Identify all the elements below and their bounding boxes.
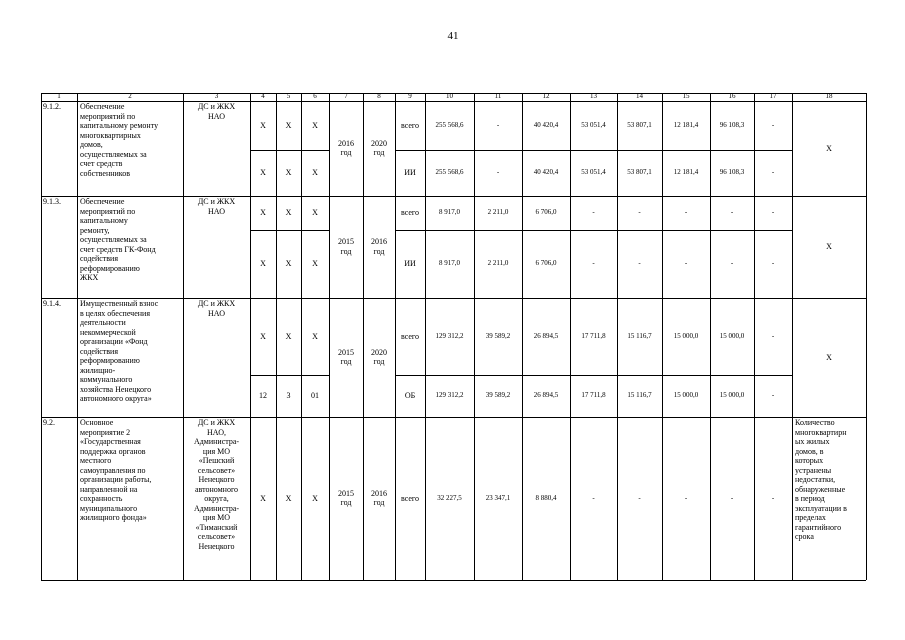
col-border <box>41 196 42 298</box>
header-cell-16: 16 <box>728 92 736 101</box>
row-number: 9.2. <box>43 418 55 428</box>
amount-2021: - <box>771 331 775 340</box>
amount-2018: 15 116,7 <box>627 331 652 340</box>
amount-2019: 12 181,4 <box>673 120 699 129</box>
amount-2016: 8 880,4 <box>535 493 557 502</box>
measure-name-line: ЖКХ <box>80 273 99 282</box>
header-cell-15: 15 <box>682 92 690 101</box>
executor-line: ДС и ЖКХ <box>197 299 236 308</box>
end-year <box>364 348 394 367</box>
end-year-line: 2016 <box>371 237 387 246</box>
end-year-line: год <box>373 148 385 157</box>
executor-line: ция МО <box>202 446 231 456</box>
start-year-line: 2015 <box>338 347 354 357</box>
measure-name-line: Обеспечение <box>80 102 125 111</box>
amount-2019: - <box>684 493 688 502</box>
measure-name <box>80 299 181 404</box>
col-border <box>41 298 42 417</box>
result-indicator-line: многоквартирн <box>795 427 847 437</box>
header-cell-9: 9 <box>408 92 412 101</box>
executor <box>185 197 248 216</box>
start-year-line: год <box>340 148 352 157</box>
amount-total: 129 312,2 <box>435 391 464 400</box>
measure-name-line: поддержка органов <box>80 446 146 456</box>
budget-code-subsection: Х <box>312 331 318 341</box>
measure-name-line: организации «Фонд <box>80 337 148 346</box>
measure-name-line: организации работы, <box>80 475 152 484</box>
measure-name-line: ремонту, <box>80 225 110 235</box>
measure-name-line: местного <box>80 456 112 465</box>
measure-name-line: сохранность <box>80 494 123 503</box>
amount-2020: 15 000,0 <box>719 391 745 400</box>
amount-2016: 6 706,0 <box>535 259 557 268</box>
amount-2017: 17 711,8 <box>581 331 606 340</box>
result-indicator-line: пределах <box>795 513 826 522</box>
result-indicator-line: ых жилых <box>795 437 830 446</box>
amount-2021: - <box>771 493 775 502</box>
budget-code-section: Х <box>285 493 292 503</box>
header-cell-4: 4 <box>261 92 265 101</box>
executor <box>185 418 248 551</box>
col-border <box>41 417 42 580</box>
measure-name-line: мероприятий по <box>80 111 136 121</box>
executor <box>185 299 248 318</box>
measure-name <box>80 197 181 283</box>
header-cell-2: 2 <box>128 92 132 101</box>
col-border <box>866 417 867 580</box>
amount-2016: 26 894,5 <box>533 391 559 400</box>
amount-2016: 40 420,4 <box>533 168 559 177</box>
executor-line: ция МО <box>202 513 231 522</box>
executor-line: Ненецкого <box>198 475 235 484</box>
measure-name-line: осуществляемых за <box>80 149 147 159</box>
budget-code-subsection: Х <box>312 120 318 130</box>
amount-2021: - <box>771 391 775 400</box>
header-cell-18: 18 <box>825 92 833 101</box>
header-cell-7: 7 <box>344 92 348 101</box>
measure-name <box>80 102 181 178</box>
amount-2017: 53 051,4 <box>581 120 606 129</box>
amount-2017: 53 051,4 <box>581 168 606 177</box>
measure-name-line: Обеспечение <box>80 197 125 206</box>
measure-name-line: самоуправления по <box>80 465 146 475</box>
budget-code-ministry: 12 <box>259 391 267 401</box>
budget-code-subsection: Х <box>312 259 318 269</box>
budget-code-ministry: Х <box>260 168 266 178</box>
measure-name-line: Основное <box>80 418 114 427</box>
measure-name-line: направленной на <box>80 484 138 494</box>
amount-2019: 15 000,0 <box>673 391 699 400</box>
executor-line: Администра- <box>193 437 240 446</box>
measure-name-line: муниципального <box>80 503 138 513</box>
measure-name-line: реформированию <box>80 356 140 365</box>
executor-line: Администра- <box>193 503 240 513</box>
amount-2019: 15 000,0 <box>673 331 699 340</box>
col-border <box>77 298 78 417</box>
result-indicator <box>795 418 864 542</box>
measure-name-line: в целях обеспечения <box>80 308 150 318</box>
end-year-line: 2016 <box>371 488 387 498</box>
start-year-line: год <box>340 357 352 366</box>
end-year-line: год <box>373 246 385 256</box>
budget-code-section: Х <box>285 120 292 130</box>
start-year <box>330 139 362 158</box>
executor-line: «Тиманский <box>195 522 238 532</box>
end-year-line: 2020 <box>371 347 387 357</box>
executor-line: автономного <box>194 484 239 494</box>
measure-name-line: капитальному ремонту <box>80 121 159 130</box>
measure-name-line: содействия <box>80 254 119 263</box>
header-col-border <box>866 93 867 101</box>
executor-line: Ненецкого <box>198 541 235 551</box>
measure-name-line: деятельности <box>80 318 126 327</box>
measure-name-line: хозяйства Ненецкого <box>80 384 152 394</box>
amount-2018: - <box>638 493 641 502</box>
col-border <box>183 417 184 580</box>
amount-2019: 12 181,4 <box>673 168 699 177</box>
executor-line: ДС и ЖКХ <box>197 102 236 111</box>
col-border <box>866 101 867 196</box>
result-x-mark: Х <box>826 352 832 362</box>
amount-2020: 96 108,3 <box>719 168 745 177</box>
executor-line: НАО, <box>207 427 226 437</box>
amount-2015: - <box>496 168 500 177</box>
amount-2015: 23 347,1 <box>485 493 511 502</box>
budget-code-subsection: Х <box>312 493 318 503</box>
start-year <box>330 237 362 256</box>
end-year-line: год <box>373 357 385 366</box>
row-number: 9.1.3. <box>43 197 61 207</box>
col-border <box>866 298 867 417</box>
measure-name-line: собственников <box>80 168 131 178</box>
measure-name-line: мероприятий по <box>80 206 136 216</box>
header-cell-12: 12 <box>542 92 550 101</box>
funding-source: всего <box>400 331 419 341</box>
measure-name-line: жилищно- <box>80 365 116 375</box>
amount-2018: - <box>638 208 641 217</box>
amount-total: 129 312,2 <box>435 331 464 340</box>
start-year-line: год <box>340 246 352 256</box>
result-x-mark: Х <box>826 143 832 153</box>
executor-line: НАО <box>208 111 225 121</box>
end-year <box>364 237 394 256</box>
amount-total: 8 917,0 <box>439 259 460 268</box>
amount-2015: 39 589,2 <box>485 391 511 400</box>
amount-2020: 15 000,0 <box>719 331 745 340</box>
measure-name-line: некоммерческой <box>80 327 136 337</box>
start-year-line: год <box>340 498 352 507</box>
executor-line: сельсовет» <box>197 465 236 475</box>
funding-source: ОБ <box>404 391 416 401</box>
col-border <box>792 417 793 580</box>
header-cell-11: 11 <box>494 92 502 101</box>
row-number: 9.1.4. <box>43 299 61 309</box>
col-border <box>41 101 42 196</box>
budget-code-subsection: Х <box>312 208 318 218</box>
result-indicator-line: срока <box>795 532 814 541</box>
result-indicator-line: устранены <box>795 465 832 475</box>
start-year-line: 2015 <box>338 237 354 246</box>
amount-total: 255 568,6 <box>435 120 464 129</box>
amount-2020: - <box>730 493 734 502</box>
measure-name-line: осуществляемых за <box>80 235 147 244</box>
funding-source: всего <box>400 208 419 218</box>
funding-source: всего <box>400 120 419 130</box>
budget-code-ministry: Х <box>260 331 266 341</box>
executor <box>185 102 248 121</box>
result-indicator-line: эксплуатации в <box>795 503 847 513</box>
start-year-line: 2016 <box>338 138 354 148</box>
amount-2015: - <box>496 120 500 129</box>
budget-code-ministry: Х <box>260 208 266 218</box>
amount-2017: - <box>592 208 595 217</box>
amount-2020: 96 108,3 <box>719 120 745 129</box>
measure-name-line: капитальному <box>80 216 128 225</box>
header-cell-3: 3 <box>214 92 219 101</box>
amount-2021: - <box>771 208 775 217</box>
budget-code-ministry: Х <box>260 120 266 130</box>
amount-2016: 26 894,5 <box>533 331 559 340</box>
executor-line: округа, <box>204 494 229 503</box>
executor-line: «Пешский <box>198 456 235 465</box>
funding-source: ИИ <box>404 168 416 178</box>
header-cell-10: 10 <box>446 92 453 101</box>
result-indicator-line: гарантийного <box>795 522 842 532</box>
header-cell-14: 14 <box>636 92 643 101</box>
result-indicator-line: домов, в <box>795 446 824 456</box>
amount-2020: - <box>730 208 734 217</box>
measure-name-line: многоквартирных <box>80 130 141 140</box>
header-cell-1: 1 <box>57 92 61 101</box>
measure-name-line: Имущественный взнос <box>80 299 159 308</box>
measure-name-line: автономного округа» <box>80 394 152 403</box>
result-indicator-line: недостатки, <box>795 475 836 484</box>
measure-name-line: жилищного фонда» <box>80 513 147 522</box>
measure-name-line: мероприятие 2 <box>80 427 131 437</box>
header-cell-8: 8 <box>377 92 381 101</box>
amount-2018: 53 807,1 <box>627 168 652 177</box>
end-year-line: 2020 <box>371 138 387 148</box>
measure-name-line: реформированию <box>80 263 140 273</box>
result-indicator-line: Количество <box>795 418 835 427</box>
budget-code-section: Х <box>285 259 292 269</box>
result-indicator-line: обнаруженные <box>795 484 846 494</box>
col-border <box>183 298 184 417</box>
amount-2016: 6 706,0 <box>535 208 557 217</box>
funding-source: всего <box>400 493 419 503</box>
executor-line: ДС и ЖКХ <box>197 418 236 427</box>
amount-2021: - <box>771 259 775 268</box>
measure-name-line: «Государственная <box>80 437 141 446</box>
amount-2017: 17 711,8 <box>581 391 606 400</box>
funding-source: ИИ <box>404 259 416 269</box>
amount-2019: - <box>684 259 688 268</box>
budget-code-section: Х <box>285 168 292 178</box>
measure-name-line: коммунального <box>80 375 133 384</box>
amount-2018: 53 807,1 <box>627 120 652 129</box>
col-border <box>77 196 78 298</box>
col-border <box>77 417 78 580</box>
col-border <box>77 101 78 196</box>
header-cell-5: 5 <box>286 92 291 101</box>
col-border <box>866 196 867 298</box>
amount-2021: - <box>771 168 775 177</box>
amount-2017: - <box>592 259 595 268</box>
budget-code-section: 3 <box>286 391 291 401</box>
amount-2021: - <box>771 120 775 129</box>
amount-2017: - <box>592 493 595 502</box>
measure-name <box>80 418 181 523</box>
row-border <box>41 580 866 581</box>
end-year <box>364 489 394 508</box>
end-year <box>364 139 394 158</box>
amount-total: 32 227,5 <box>437 493 462 502</box>
budget-code-section: Х <box>285 331 292 341</box>
col-border <box>183 101 184 196</box>
executor-line: ДС и ЖКХ <box>197 197 236 206</box>
budget-code-subsection: 01 <box>311 391 319 401</box>
amount-2020: - <box>730 259 734 268</box>
executor-line: сельсовет» <box>197 532 236 541</box>
executor-line: НАО <box>208 206 225 216</box>
executor-line: НАО <box>208 308 225 318</box>
amount-total: 8 917,0 <box>439 208 460 217</box>
amount-2015: 2 211,0 <box>487 259 509 268</box>
amount-total: 255 568,6 <box>435 168 464 177</box>
measure-name-line: содействия <box>80 346 119 356</box>
measure-name-line: счет средств <box>80 159 123 168</box>
result-x-mark: Х <box>826 242 832 252</box>
page-number: 41 <box>447 30 459 42</box>
header-cell-17: 17 <box>769 92 777 101</box>
measure-name-line: счет средств ГК-Фонд <box>80 244 156 254</box>
amount-2015: 39 589,2 <box>485 331 511 340</box>
measure-name-line: домов, <box>80 140 103 149</box>
start-year <box>330 348 362 367</box>
header-cell-6: 6 <box>313 92 317 101</box>
start-year-line: 2015 <box>338 488 354 498</box>
amount-2019: - <box>684 208 688 217</box>
amount-2015: 2 211,0 <box>487 208 509 217</box>
end-year-line: год <box>373 498 385 507</box>
amount-2018: 15 116,7 <box>627 391 652 400</box>
budget-code-ministry: Х <box>260 493 266 503</box>
start-year <box>330 489 362 508</box>
amount-2016: 40 420,4 <box>533 120 559 129</box>
header-cell-13: 13 <box>590 92 597 101</box>
amount-2018: - <box>638 259 641 268</box>
budget-code-subsection: Х <box>312 168 318 178</box>
result-indicator-line: в период <box>795 494 825 503</box>
col-border <box>183 196 184 298</box>
result-indicator-line: которых <box>795 456 824 465</box>
budget-code-ministry: Х <box>260 259 266 269</box>
row-number: 9.1.2. <box>43 102 61 112</box>
budget-code-section: Х <box>285 208 292 218</box>
